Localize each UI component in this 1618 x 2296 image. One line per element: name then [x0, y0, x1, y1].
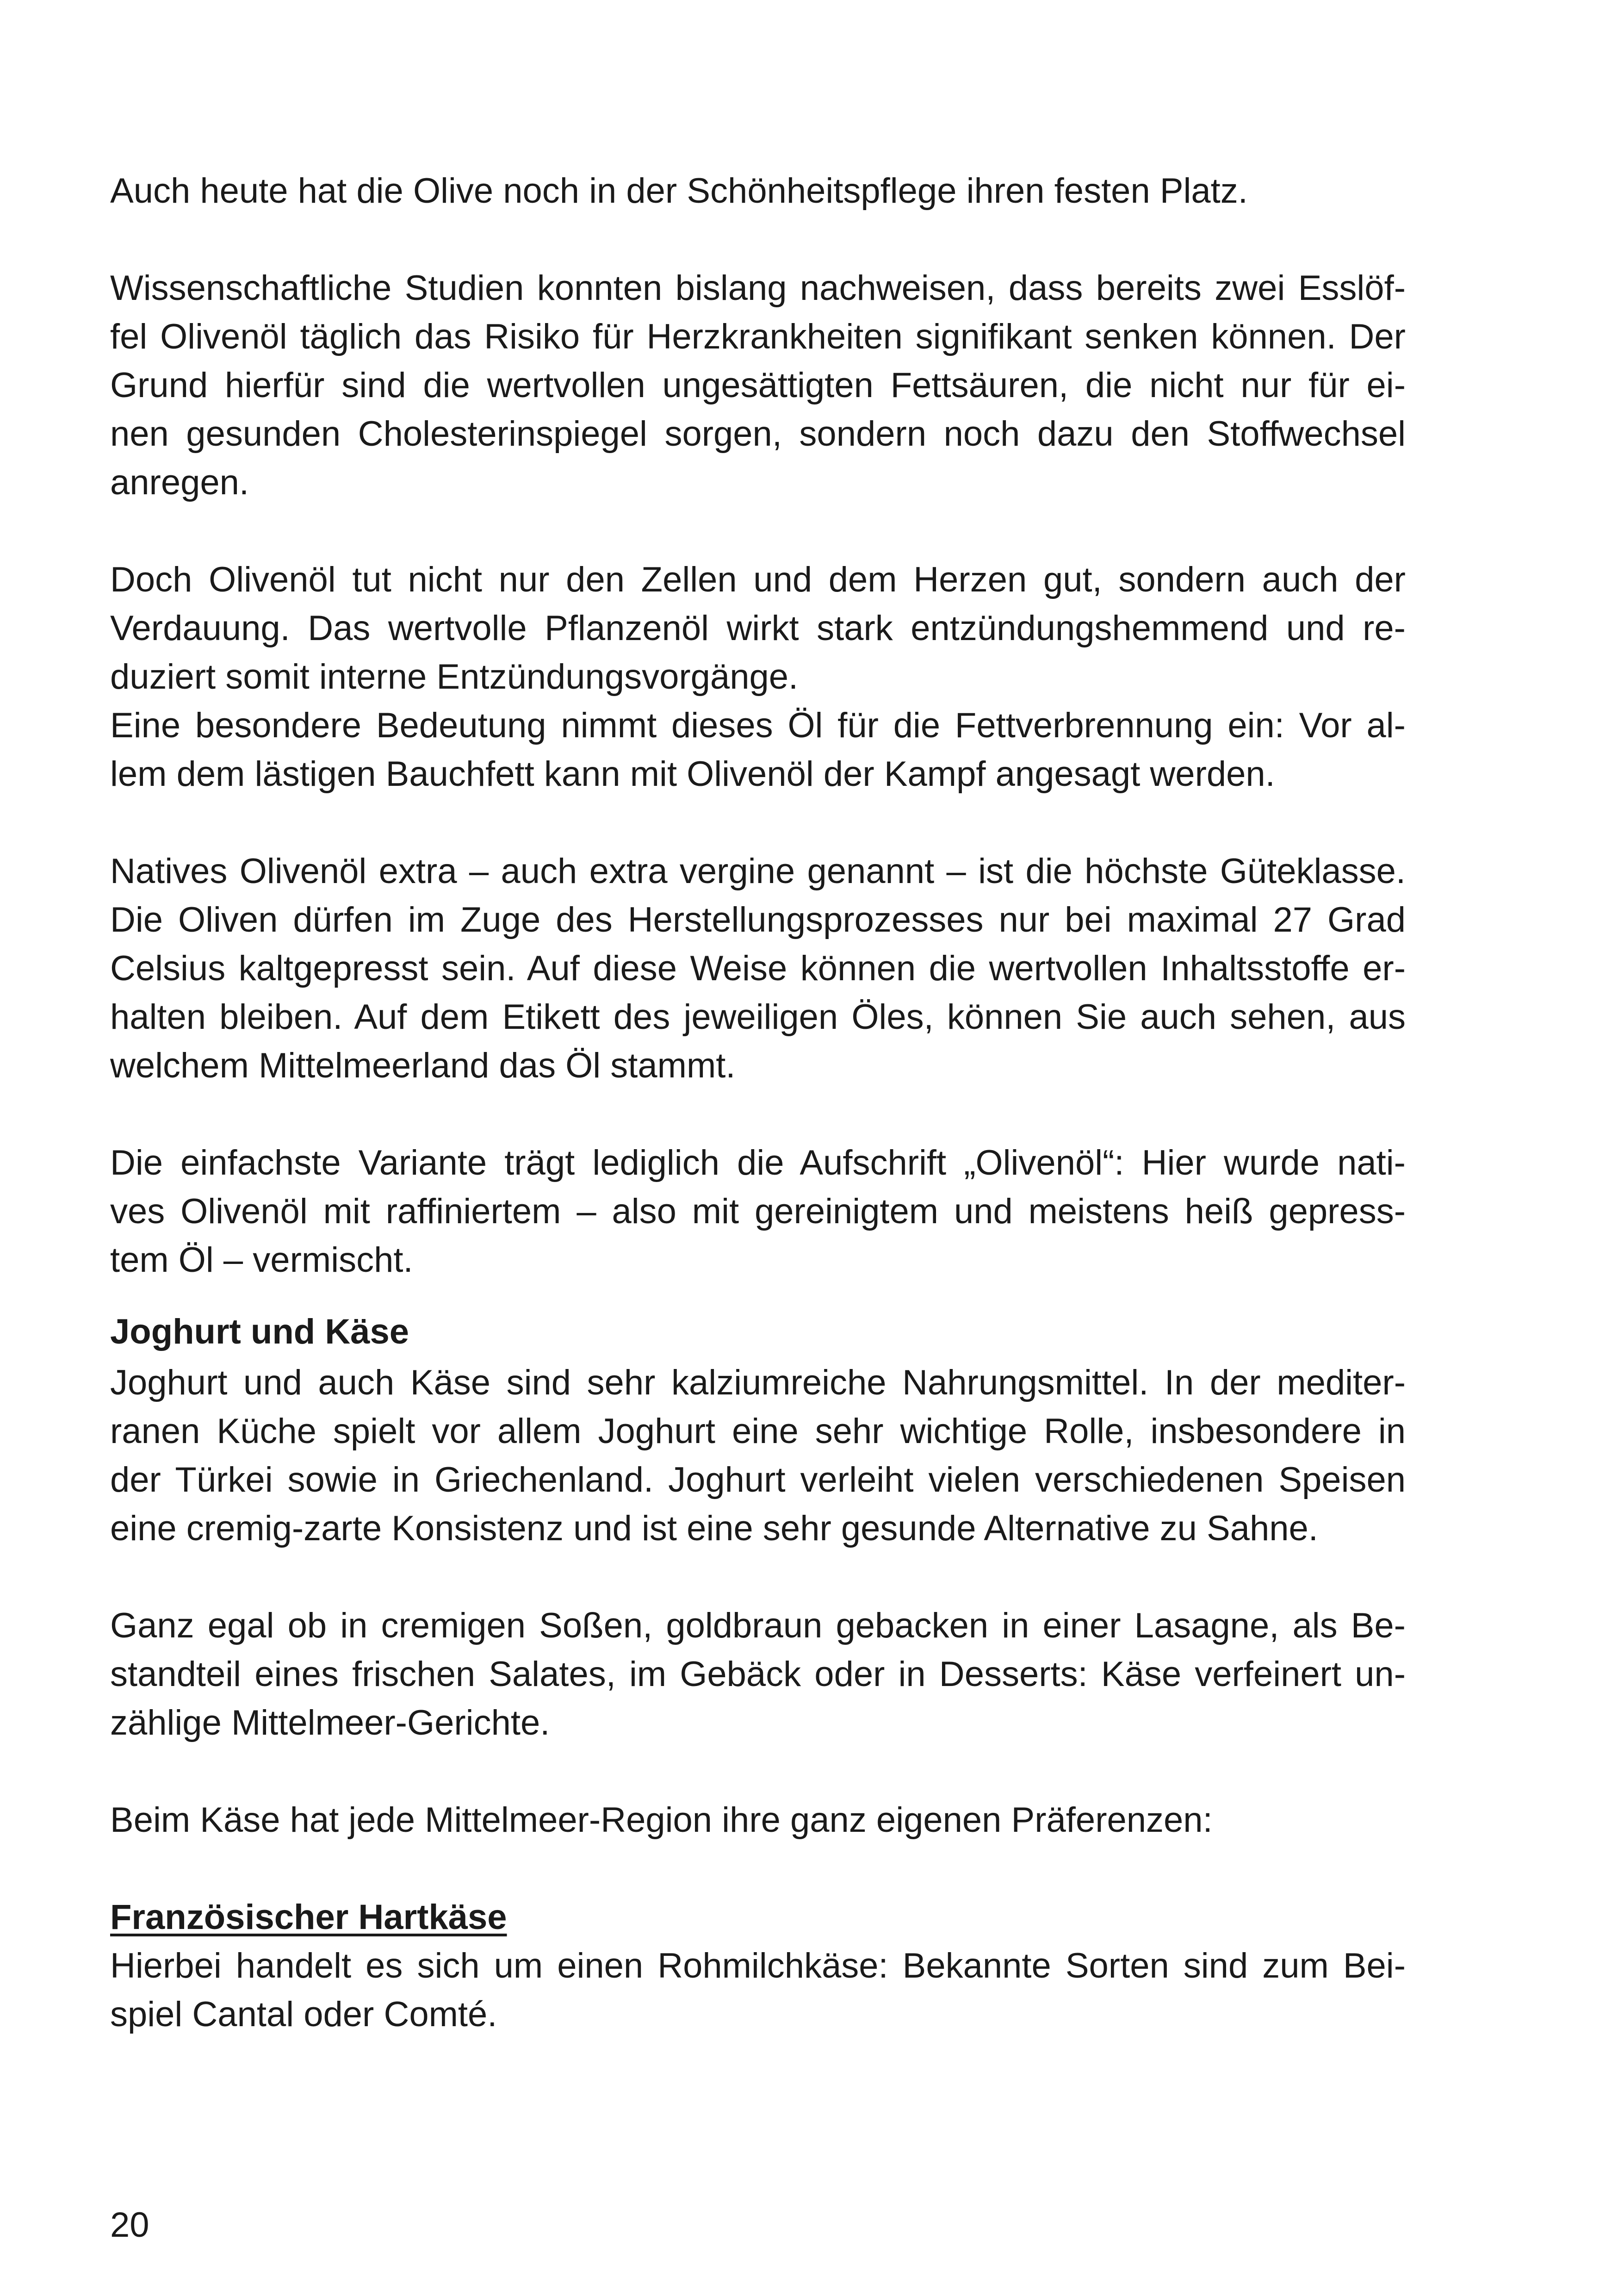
- text-line: Grund hierfür sind die wertvollen ungesättigten Fettsäuren, die nicht nur für ei-: [110, 366, 1406, 405]
- text-line: anregen.: [110, 463, 249, 502]
- paragraph-olive-beauty: [110, 167, 1406, 215]
- text-line: Verdauung. Das wertvolle Pflanzenöl wirkt stark entzündungshemmend und re-: [110, 609, 1406, 648]
- text-line: eine cremig-zarte Konsistenz und ist eine sehr gesunde Alternative zu Sahne.: [110, 1509, 1318, 1548]
- text-line: duziert somit interne Entzündungsvorgänge.: [110, 657, 799, 697]
- paragraph-digestion: [110, 555, 1406, 701]
- text-line: Eine besondere Bedeutung nimmt dieses Öl für die Fettverbrennung ein: Vor al-: [110, 706, 1406, 745]
- text-line: Doch Olivenöl tut nicht nur den Zellen und dem Herzen gut, sondern auch der: [110, 560, 1406, 599]
- text-line: Ganz egal ob in cremigen Soßen, goldbraun gebacken in einer Lasagne, als Be-: [110, 1606, 1406, 1645]
- text-line: Natives Olivenöl extra – auch extra vergine genannt – ist die höchste Güteklasse.: [110, 852, 1406, 891]
- text-line: der Türkei sowie in Griechenland. Joghurt verleiht vielen verschiedenen Speisen: [110, 1460, 1406, 1500]
- text-line: nen gesunden Cholesterinspiegel sorgen, sondern noch dazu den Stoffwechsel: [110, 414, 1406, 454]
- paragraph-regions: [110, 1796, 1406, 1844]
- paragraph-rohmilchkaese: [110, 1941, 1406, 2039]
- text-line: ves Olivenöl mit raffiniertem – also mit gereinigtem und meistens heiß gepress-: [110, 1192, 1406, 1231]
- section-heading-joghurt-kaese: Joghurt und Käse: [110, 1312, 409, 1351]
- text-line: tem Öl – vermischt.: [110, 1240, 413, 1280]
- paragraph-kaese-dishes: [110, 1601, 1406, 1747]
- text-line: zählige Mittelmeer-Gerichte.: [110, 1703, 550, 1742]
- text-line: Die einfachste Variante trägt lediglich die Aufschrift „Olivenöl“: Hier wurde nati-: [110, 1143, 1406, 1182]
- text-line: Auch heute hat die Olive noch in der Schönheitspflege ihren festen Platz.: [110, 171, 1248, 211]
- text-line: spiel Cantal oder Comté.: [110, 1995, 497, 2034]
- text-line: ranen Küche spielt vor allem Joghurt eine sehr wichtige Rolle, insbesondere in: [110, 1412, 1406, 1451]
- text-line: Hierbei handelt es sich um einen Rohmilchkäse: Bekannte Sorten sind zum Bei-: [110, 1946, 1406, 1985]
- text-line: welchem Mittelmeerland das Öl stammt.: [110, 1046, 736, 1085]
- text-line: Joghurt und auch Käse sind sehr kalziumreiche Nahrungsmittel. In der mediter-: [110, 1363, 1406, 1402]
- paragraph-fat-burning: [110, 701, 1406, 798]
- text-line: Wissenschaftliche Studien konnten bislang nachweisen, dass bereits zwei Esslöf-: [110, 268, 1406, 308]
- page-number: 20: [110, 2205, 149, 2245]
- paragraph-studies: [110, 264, 1406, 507]
- paragraph-simple-variant: [110, 1139, 1406, 1284]
- text-line: standteil eines frischen Salates, im Gebäck oder in Desserts: Käse verfeinert un-: [110, 1655, 1406, 1694]
- text-line: Die Oliven dürfen im Zuge des Herstellungsprozesses nur bei maximal 27 Grad: [110, 900, 1406, 940]
- text-line: Beim Käse hat jede Mittelmeer-Region ihre ganz eigenen Präferenzen:: [110, 1800, 1213, 1840]
- text-line: lem dem lästigen Bauchfett kann mit Olivenöl der Kampf angesagt werden.: [110, 754, 1275, 794]
- text-line: Celsius kaltgepresst sein. Auf diese Weise können die wertvollen Inhaltsstoffe er-: [110, 949, 1406, 988]
- paragraph-extra-virgin: [110, 847, 1406, 1090]
- subheading-franzoesischer-hartkaese: Französischer Hartkäse: [110, 1898, 507, 1937]
- text-line: fel Olivenöl täglich das Risiko für Herzkrankheiten signifikant senken können. Der: [110, 317, 1406, 356]
- paragraph-joghurt: [110, 1358, 1406, 1553]
- text-line: halten bleiben. Auf dem Etikett des jeweiligen Öles, können Sie auch sehen, aus: [110, 997, 1406, 1037]
